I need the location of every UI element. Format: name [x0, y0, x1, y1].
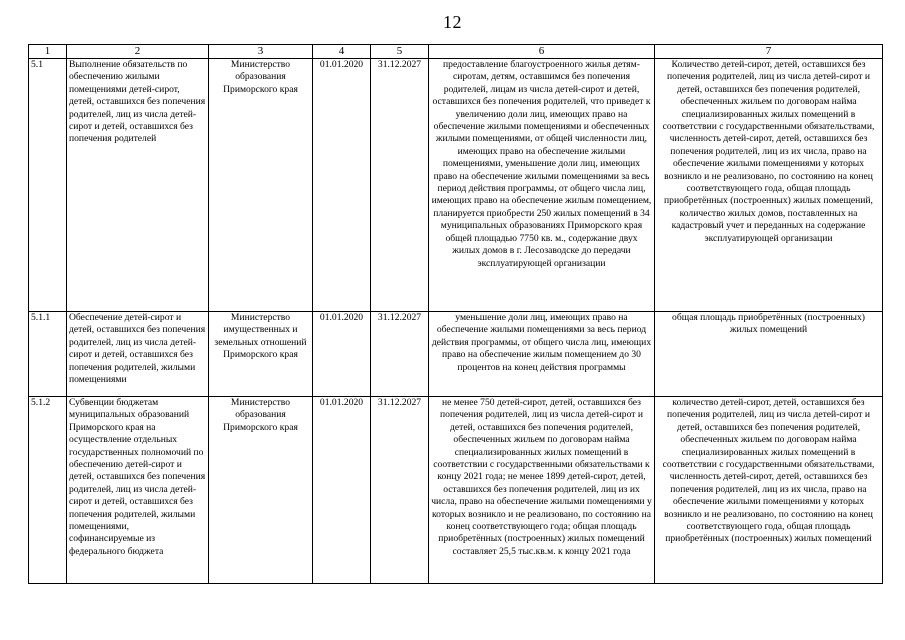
end-date: 31.12.2027: [371, 59, 429, 312]
table-row: [29, 397, 883, 584]
end-date: 31.12.2027: [371, 312, 429, 397]
table-header: [29, 45, 883, 59]
measure-name: Выполнение обязательств по обеспечению жилыми помещениями детей-сирот, детей, оставшихся без попечения родителей, лиц из числа детей-сирот и детей, оставшихся без попечения родителей: [67, 59, 209, 312]
start-date: 01.01.2020: [313, 59, 371, 312]
executor: Министерство имущественных и земельных отношений Приморского края: [209, 312, 313, 397]
end-date: 31.12.2027: [371, 397, 429, 584]
table-body: [29, 59, 883, 584]
measure-name: Обеспечение детей-сирот и детей, оставшихся без попечения родителей, лиц из числа детей-сирот и детей, оставшихся без попечения родителей, жилыми помещениями: [67, 312, 209, 397]
column-header-4: 4: [313, 45, 371, 59]
start-date: 01.01.2020: [313, 312, 371, 397]
executor: Министерство образования Приморского края: [209, 397, 313, 584]
header-row: [29, 45, 883, 59]
indicator: общая площадь приобретённых (построенных) жилых помещений: [655, 312, 883, 397]
expected-result: уменьшение доли лиц, имеющих право на обеспечение жилыми помещениями за весь период действия программы, от общего числа лиц, имеющих право на обеспечение жилым помещением до 30 процентов на конец действия программы: [429, 312, 655, 397]
start-date: 01.01.2020: [313, 397, 371, 584]
row-number: 5.1.1: [29, 312, 67, 397]
column-header-7: 7: [655, 45, 883, 59]
page-number: 12: [443, 12, 462, 32]
expected-result: не менее 750 детей-сирот, детей, оставшихся без попечения родителей, лиц из числа детей-сирот и детей, оставшихся без попечения родителей, обеспеченных жильем по договорам найма специализированных жилых помещений в соответствии с государственными обязательствами к концу 2021 года; не менее 1899 детей-сирот, детей, оставшихся без попечения родителей, лиц из их числа, право на обеспечение жилыми помещениями у которых возникло и не реализовано, по состоянию на конец соответствующего года; общая площадь приобретённых (построенных) жилых помещений составляет 25,5 тыс.кв.м. к концу 2021 года: [429, 397, 655, 584]
program-table: [28, 44, 883, 584]
row-number: 5.1.2: [29, 397, 67, 584]
measure-name: Субвенции бюджетам муниципальных образований Приморского края на осуществление отдельных государственных полномочий по обеспечению детей-сирот и детей, оставшихся без попечения родителей, лиц из числа детей-сирот и детей, оставшихся без попечения родителей, жилыми помещениями, софинансируемые из федерального бюджета: [67, 397, 209, 584]
column-header-1: 1: [29, 45, 67, 59]
column-header-3: 3: [209, 45, 313, 59]
table-row: [29, 59, 883, 312]
column-header-5: 5: [371, 45, 429, 59]
executor: Министерство образования Приморского края: [209, 59, 313, 312]
column-header-6: 6: [429, 45, 655, 59]
indicator: количество детей-сирот, детей, оставшихся без попечения родителей, лиц из числа детей-сирот и детей, оставшихся без попечения родителей, обеспеченных жильем по договорам найма специализированных жилых помещений в соответствии с государственными обязательствами, численность детей-сирот, детей, оставшихся без попечения родителей, лиц из их числа, право на обеспечение жилыми помещениями у которых возникло и не реализовано, по состоянию на конец соответствующего года, общая площадь приобретённых (построенных) жилых помещений: [655, 397, 883, 584]
row-number: 5.1: [29, 59, 67, 312]
column-header-2: 2: [67, 45, 209, 59]
indicator: Количество детей-сирот, детей, оставшихся без попечения родителей, лиц из числа детей-сирот и детей, оставшихся без попечения родителей, обеспеченных жильем по договорам найма специализированных жилых помещений в соответствии с государственными обязательствами, численность детей-сирот, детей, оставшихся без попечения родителей, лиц из их числа, право на обеспечение жилыми помещениями у которых возникло и не реализовано, по состоянию на конец соответствующего года, общая площадь приобретённых (построенных) жилых помещений, количество жилых домов, поставленных на кадастровый учет и переданных на содержание эксплуатирующей организации: [655, 59, 883, 312]
expected-result: предоставление благоустроенного жилья детям-сиротам, детям, оставшимся без попечения родителей, лицам из числа детей-сирот и детей, оставшихся без попечения родителей, что приведет к увеличению доли лиц, имеющих право на обеспечение жилыми помещениями и обеспеченных жилыми помещениями, от общей численности лиц, имеющих право на обеспечение жилыми помещениями, уменьшение доли лиц, имеющих право на обеспечение жилыми помещениями за весь период действия программы, от общего числа лиц, имеющих право на обеспечение жилым помещением, планируется приобрести 250 жилых помещений в 34 муниципальных образованиях Приморского края общей площадью 7750 кв. м., содержание двух жилых домов в г. Лесозаводске до передачи эксплуатирующей организации: [429, 59, 655, 312]
table-row: [29, 312, 883, 397]
